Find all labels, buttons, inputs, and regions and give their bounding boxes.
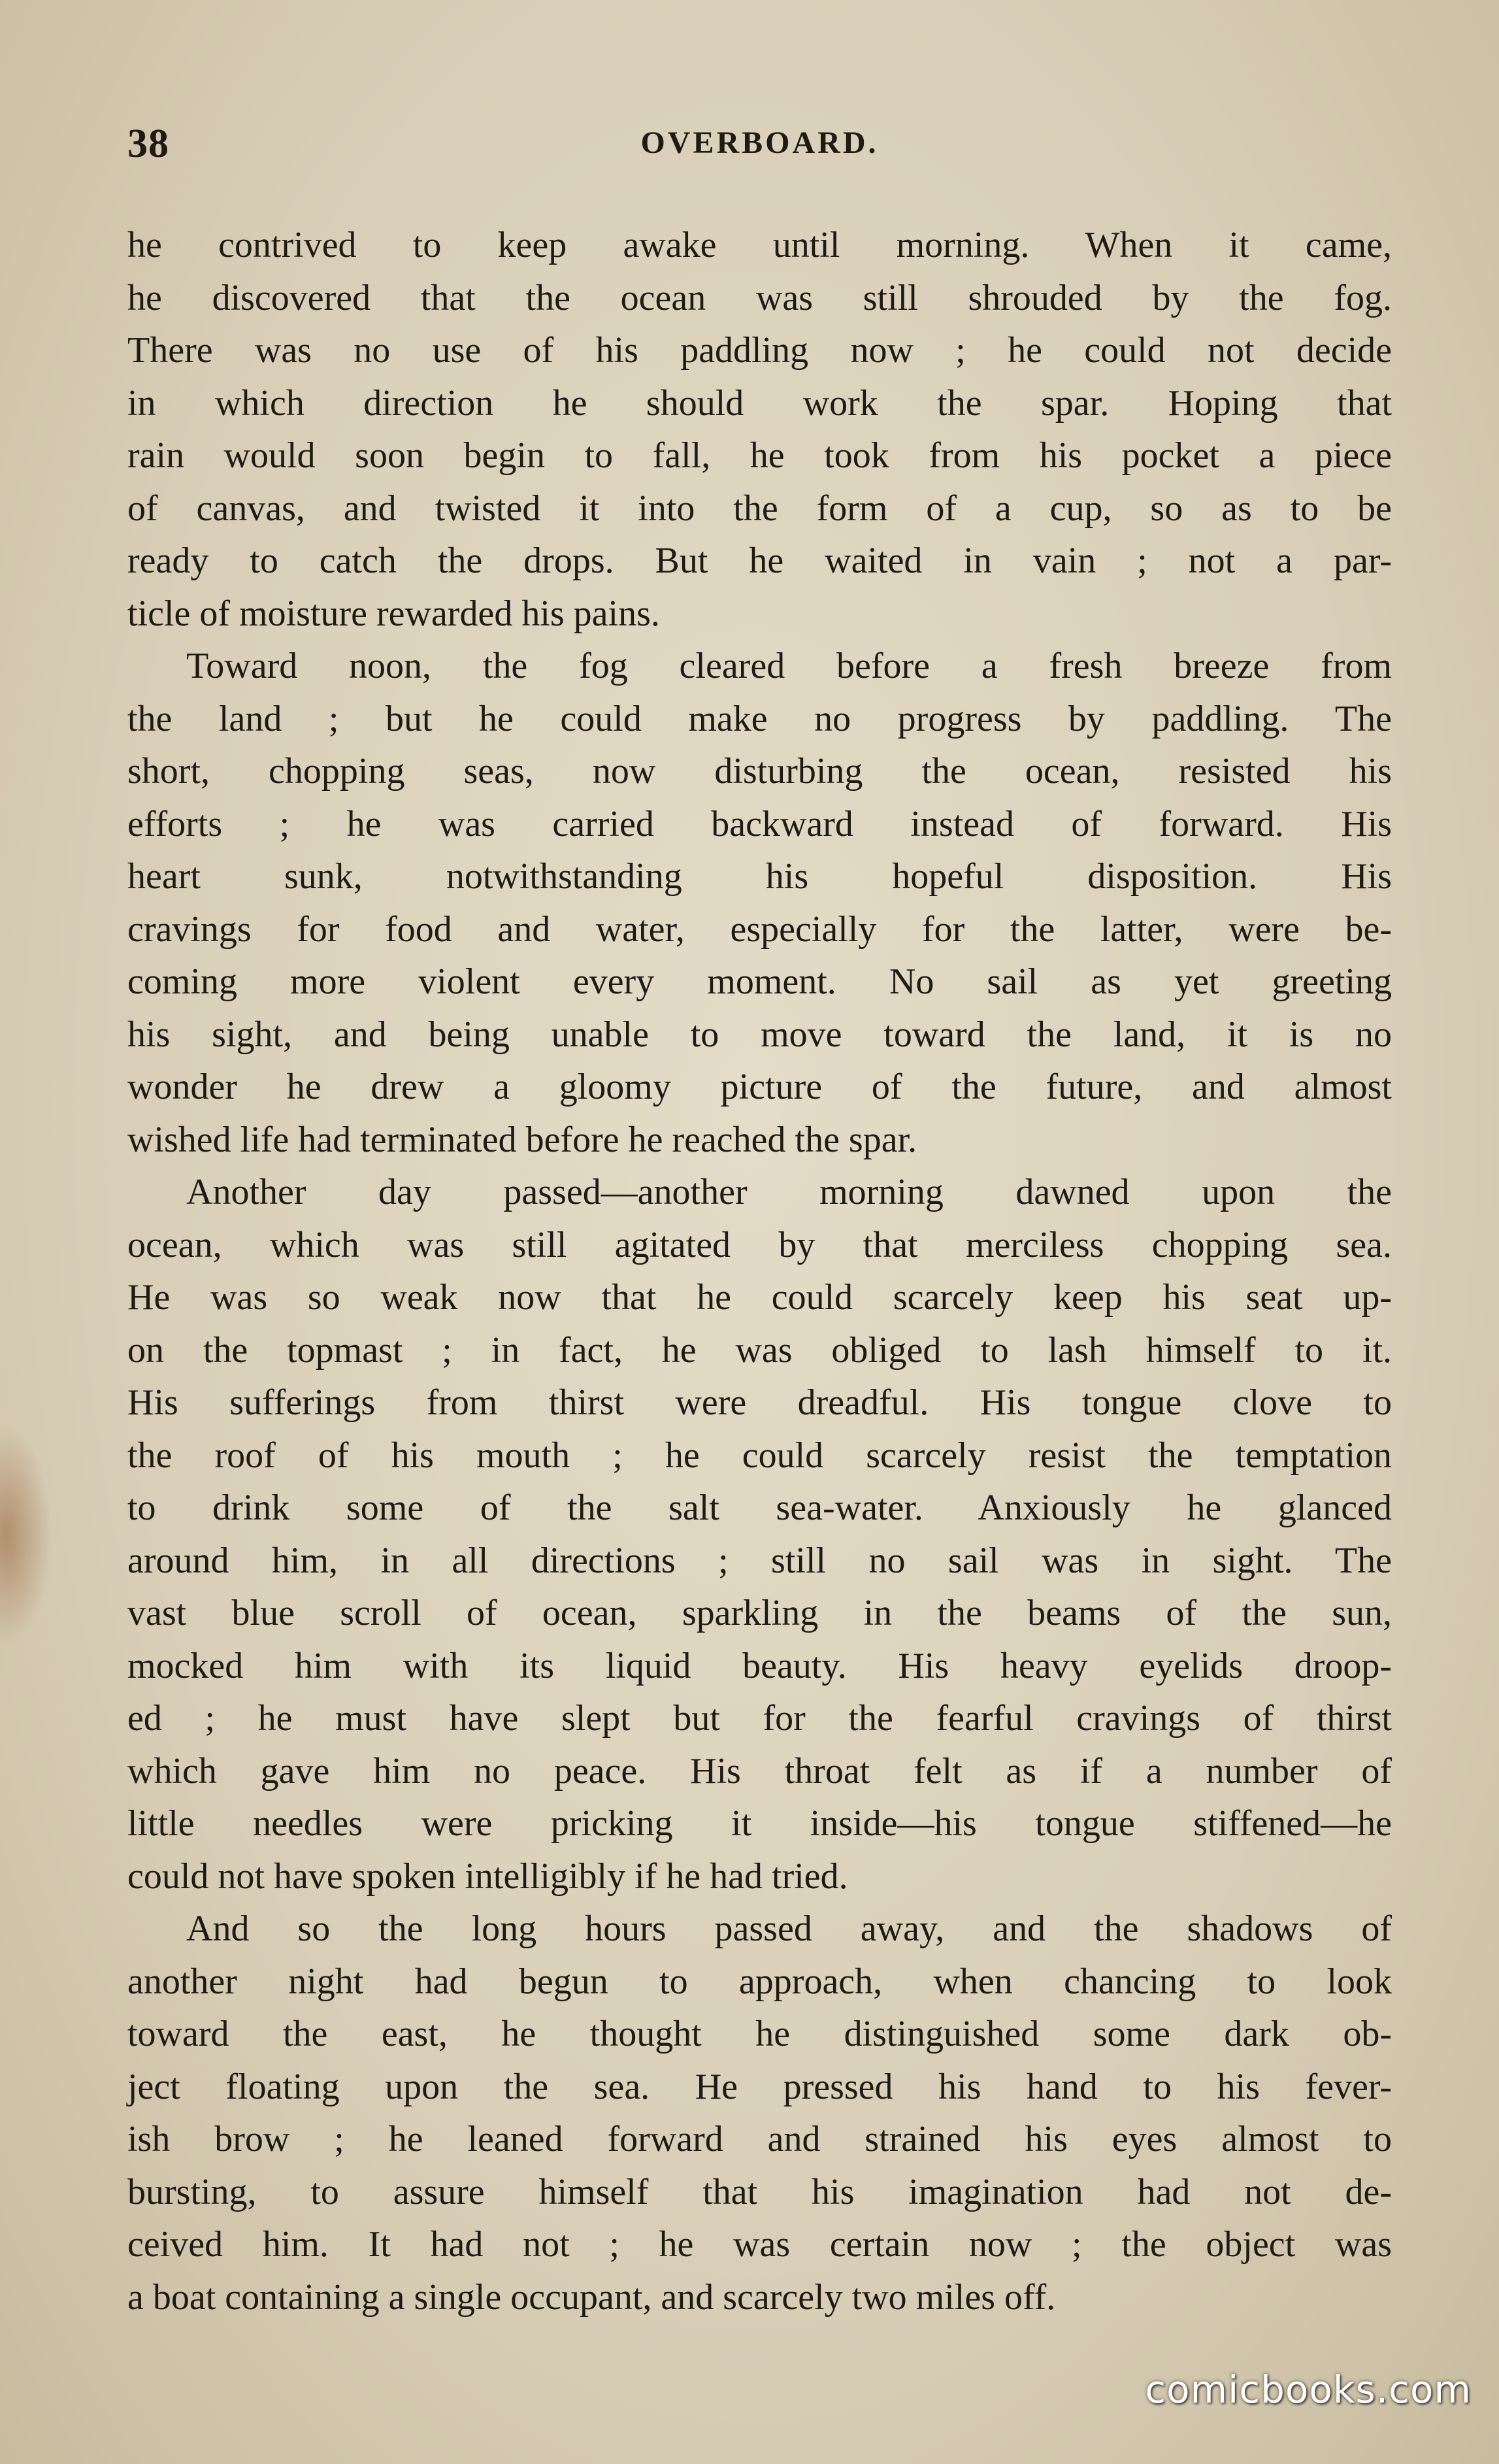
text-line: mocked him with its liquid beauty. His heavy eyelids droop-	[127, 1645, 1392, 1686]
text-line: heart sunk, notwithstanding his hopeful disposition. His	[127, 856, 1392, 897]
text-line: efforts ; he was carried backward instead of forward. His	[127, 803, 1392, 844]
paragraph	[127, 219, 1392, 640]
text-line: He was so weak now that he could scarcely keep his seat up-	[127, 1277, 1392, 1318]
text-line: vast blue scroll of ocean, sparkling in the beams of the sun,	[127, 1593, 1392, 1633]
text-line: in which direction he should work the spar. Hoping that	[127, 382, 1392, 424]
text-line: the land ; but he could make no progress by paddling. The	[127, 698, 1392, 739]
page-number: 38	[127, 122, 169, 166]
text-line: Toward noon, the fog cleared before a fresh breeze from	[186, 646, 1392, 686]
watermark: comicbooks.com	[1145, 2367, 1472, 2412]
running-head: OVERBOARD.	[640, 125, 879, 160]
paragraph	[127, 640, 1392, 1166]
text-line: ceived him. It had not ; he was certain now ; the object was	[127, 2224, 1392, 2265]
text-line: a boat containing a single occupant, and scarcely two miles off.	[127, 2276, 1056, 2318]
text-line: bursting, to assure himself that his imagination had not de-	[127, 2171, 1392, 2212]
text-line: which gave him no peace. His throat felt as if a number of	[127, 1750, 1392, 1791]
text-line: His sufferings from thirst were dreadful. His tongue clove to	[127, 1382, 1392, 1423]
page-header	[127, 121, 1392, 173]
body-text	[127, 219, 1392, 2323]
text-line: coming more violent every moment. No sail as yet greeting	[127, 961, 1392, 1002]
text-line: he discovered that the ocean was still shrouded by the fog.	[127, 277, 1392, 318]
text-line: he contrived to keep awake until morning. When it came,	[127, 225, 1392, 265]
text-line: wished life had terminated before he reached the spar.	[127, 1119, 917, 1160]
text-line: Another day passed—another morning dawned upon the	[186, 1172, 1392, 1212]
text-line: little needles were pricking it inside—his tongue stiffened—he	[127, 1803, 1392, 1844]
text-line: of canvas, and twisted it into the form of a cup, so as to be	[127, 488, 1392, 529]
text-line: the roof of his mouth ; he could scarcely resist the temptation	[127, 1435, 1392, 1476]
text-line: ticle of moisture rewarded his pains.	[127, 593, 660, 634]
text-line: ready to catch the drops. But he waited in vain ; not a par-	[127, 541, 1392, 581]
text-line: ocean, which was still agitated by that merciless chopping sea.	[127, 1224, 1392, 1265]
text-line: to drink some of the salt sea-water. Anxiously he glanced	[127, 1488, 1392, 1528]
text-line: rain would soon begin to fall, he took from his pocket a piece	[127, 435, 1392, 476]
text-line: toward the east, he thought he distinguished some dark ob-	[127, 2014, 1392, 2054]
text-line: There was no use of his paddling now ; he could not decide	[127, 330, 1392, 371]
text-line: around him, in all directions ; still no sail was in sight. The	[127, 1540, 1392, 1581]
text-line: short, chopping seas, now disturbing the ocean, resisted his	[127, 751, 1392, 791]
text-line: ish brow ; he leaned forward and strained his eyes almost to	[127, 2119, 1392, 2159]
page-stain	[0, 1425, 52, 1647]
text-line: his sight, and being unable to move toward the land, it is no	[127, 1014, 1392, 1055]
text-line: ed ; he must have slept but for the fearful cravings of thirst	[127, 1698, 1392, 1739]
paragraph	[127, 1903, 1392, 2323]
text-line: cravings for food and water, especially for the latter, were be-	[127, 908, 1392, 950]
text-line: And so the long hours passed away, and the shadows of	[186, 1908, 1392, 1949]
text-line: could not have spoken intelligibly if he had tried.	[127, 1856, 848, 1897]
text-line: ject floating upon the sea. He pressed his hand to his fever-	[127, 2066, 1392, 2107]
text-line: on the topmast ; in fact, he was obliged to lash himself to it.	[127, 1329, 1392, 1371]
paragraph	[127, 1166, 1392, 1903]
text-line: wonder he drew a gloomy picture of the future, and almost	[127, 1067, 1392, 1107]
text-line: another night had begun to approach, when chancing to look	[127, 1961, 1392, 2002]
